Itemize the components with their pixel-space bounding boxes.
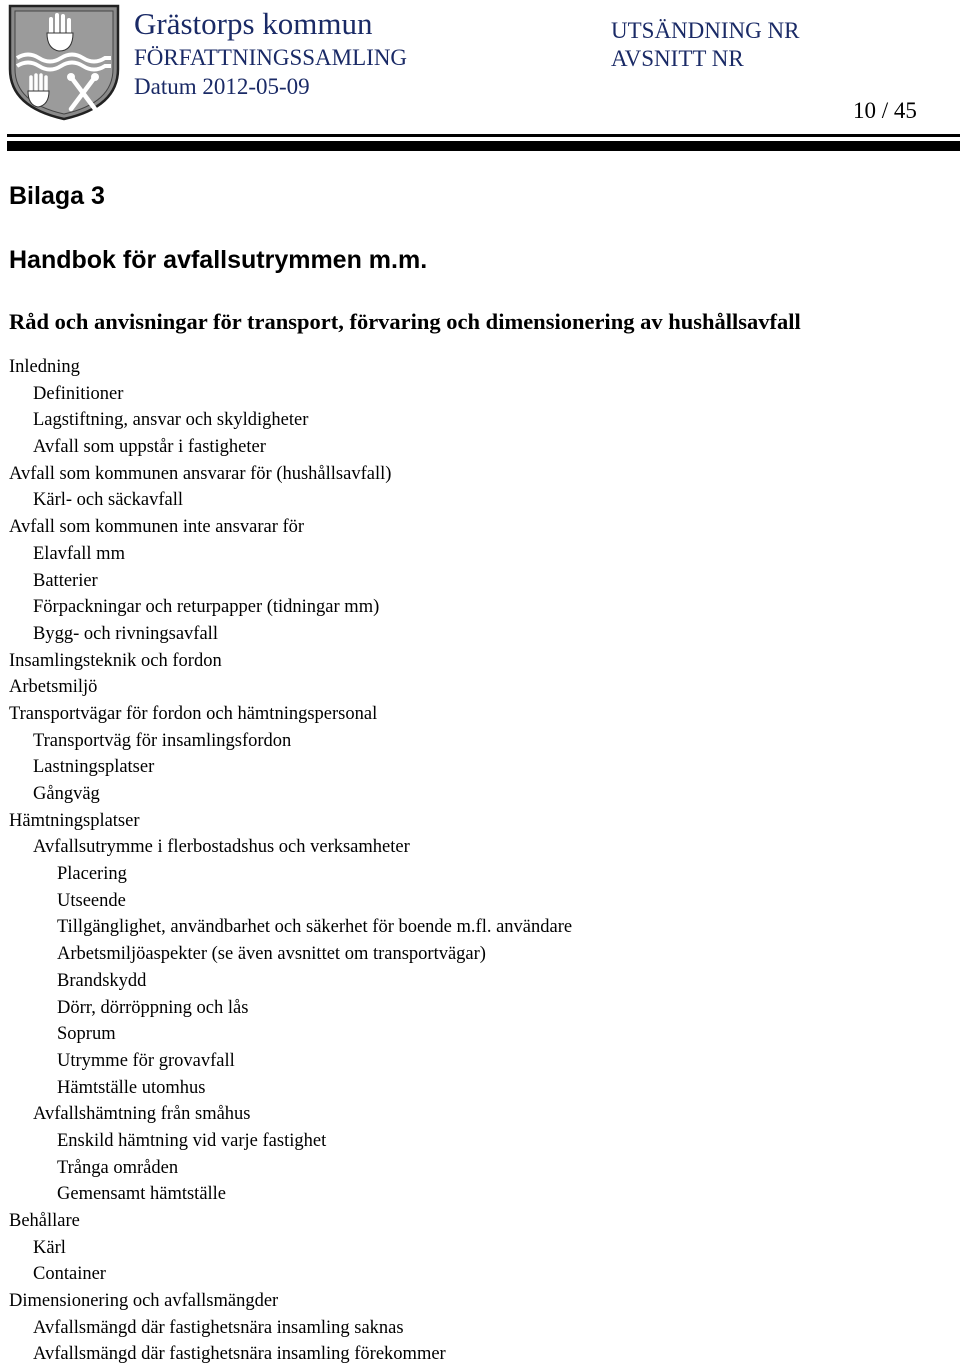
toc-item: Soprum (57, 1024, 116, 1045)
toc-item: Avfallshämtning från småhus (33, 1104, 251, 1125)
toc-item: Kärl- och säckavfall (33, 490, 183, 511)
toc-item: Avfallsmängd där fastighetsnära insamling förekommer (33, 1344, 446, 1365)
table-of-contents (9, 354, 572, 1368)
toc-item: Kärl (33, 1237, 66, 1258)
toc-item: Avfallsutrymme i flerbostadshus och verksamheter (33, 837, 410, 858)
header-rule-thin (7, 134, 960, 137)
document-subtitle: Råd och anvisningar för transport, förvaring och dimensionering av hushållsavfall (9, 309, 801, 334)
page-number: 10 / 45 (853, 98, 917, 123)
toc-item: Definitioner (33, 383, 124, 404)
toc-item: Transportvägar för fordon och hämtningspersonal (9, 703, 378, 724)
toc-item: Bygg- och rivningsavfall (33, 623, 218, 644)
toc-item: Transportväg för insamlingsfordon (33, 730, 292, 751)
toc-item: Brandskydd (57, 970, 147, 991)
document-header (0, 0, 960, 155)
municipal-coat-of-arms-icon (7, 3, 121, 121)
toc-item: Tillgänglighet, användbarhet och säkerhet för boende m.fl. användare (57, 917, 573, 938)
toc-item: Trånga områden (57, 1157, 179, 1178)
document-title: Handbok för avfallsutrymmen m.m. (9, 246, 428, 274)
toc-item: Batterier (33, 570, 98, 591)
toc-item: Insamlingsteknik och fordon (9, 650, 222, 671)
toc-item: Utrymme för grovavfall (57, 1050, 235, 1071)
toc-item: Avfall som kommunen inte ansvarar för (9, 517, 305, 538)
toc-item: Container (33, 1264, 106, 1285)
toc-item: Gemensamt hämtställe (57, 1184, 227, 1205)
document-date: Datum 2012-05-09 (134, 74, 310, 99)
toc-item: Arbetsmiljöaspekter (se även avsnittet om transportvägar) (57, 944, 486, 965)
toc-item: Utseende (57, 890, 126, 911)
toc-item: Hämtningsplatser (9, 810, 140, 831)
toc-item: Avfall som uppstår i fastigheter (33, 437, 266, 458)
toc-item: Dimensionering och avfallsmängder (9, 1291, 279, 1312)
toc-item: Gångväg (33, 784, 100, 804)
toc-item: Lastningsplatser (33, 757, 155, 778)
section-number-label: AVSNITT NR (611, 46, 744, 71)
collection-name: FÖRFATTNINGSSAMLING (134, 45, 408, 70)
toc-item: Inledning (9, 357, 80, 377)
organization-name: Grästorps kommun (134, 6, 373, 41)
toc-item: Enskild hämtning vid varje fastighet (57, 1130, 327, 1151)
toc-item: Elavfall mm (33, 543, 125, 564)
toc-item: Dörr, dörröppning och lås (57, 997, 249, 1018)
toc-item: Behållare (9, 1211, 80, 1231)
toc-item: Avfall som kommunen ansvarar för (hushållsavfall) (9, 463, 392, 484)
toc-item: Avfallsmängd där fastighetsnära insamling saknas (33, 1317, 404, 1338)
toc-item: Placering (57, 864, 127, 885)
toc-item: Arbetsmiljö (9, 677, 98, 698)
toc-item: Lagstiftning, ansvar och skyldigheter (33, 410, 309, 431)
toc-item: Hämtställe utomhus (57, 1077, 206, 1098)
toc-item: Förpackningar och returpapper (tidningar mm) (33, 597, 380, 618)
header-rule-thick (7, 141, 960, 151)
send-number-label: UTSÄNDNING NR (611, 18, 800, 43)
appendix-heading: Bilaga 3 (9, 182, 105, 210)
